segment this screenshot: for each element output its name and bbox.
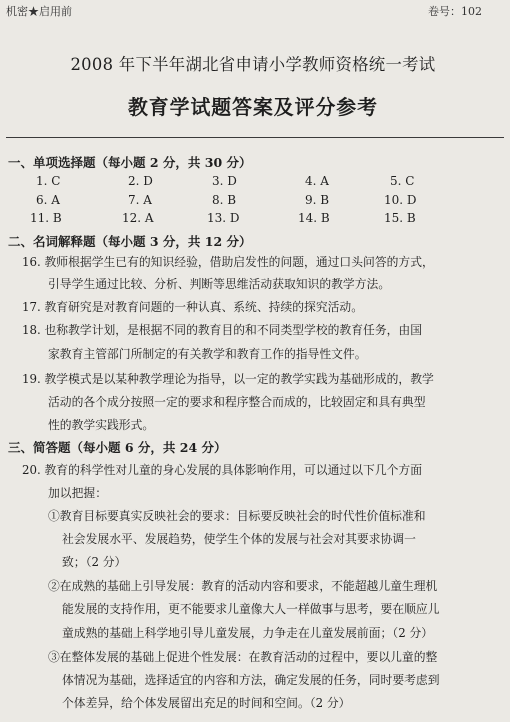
answer-line: 17. 教育研究是对教育问题的一种认真、系统、持续的探究活动。 xyxy=(22,300,364,314)
secret-label: 机密★启用前 xyxy=(6,5,72,18)
section-1-title: 一、单项选择题 xyxy=(8,155,96,170)
answer-line: 童成熟的基础上科学地引导儿童发展，力争走在儿童发展前面；（2 分） xyxy=(62,626,434,640)
section-3-heading xyxy=(8,438,227,456)
mcq-answer: 10. D xyxy=(384,193,417,207)
answer-line: 个体差异，给个体发展留出充足的时间和空间。（2 分） xyxy=(62,696,351,710)
mcq-answer: 9. B xyxy=(305,193,330,207)
mcq-answer: 11. B xyxy=(30,211,62,225)
section-1-score: （每小题 2 分，共 30 分） xyxy=(95,155,252,170)
mcq-answer: 3. D xyxy=(212,174,237,188)
answer-line: 社会发展水平、发展趋势，使学生个体的发展与社会对其要求协调一 xyxy=(62,532,416,546)
answer-line: 能发展的支持作用，更不能要求儿童像大人一样做事与思考，要在顺应儿 xyxy=(62,602,440,616)
section-2-score: （每小题 3 分，共 12 分） xyxy=(95,234,252,249)
answer-line: 体情况为基础，选择适宜的内容和方法，确定发展的任务，同时要考虑到 xyxy=(62,673,440,687)
answer-line: 16. 教师根据学生已有的知识经验，借助启发性的问题，通过口头问答的方式， xyxy=(22,255,434,269)
mcq-answer: 15. B xyxy=(384,211,416,225)
mcq-answer: 4. A xyxy=(305,174,329,188)
answer-line: ①教育目标要真实反映社会的要求：目标要反映社会的时代性价值标准和 xyxy=(48,509,426,523)
mcq-answer: 14. B xyxy=(298,211,330,225)
mcq-answer: 1. C xyxy=(36,174,61,188)
section-3-title: 三、简答题 xyxy=(8,440,71,455)
answer-line: 19. 教学模式是以某种教学理论为指导，以一定的教学实践为基础形成的，教学 xyxy=(22,372,434,386)
mcq-answer: 5. C xyxy=(390,174,415,188)
title-divider xyxy=(6,137,504,138)
page-subtitle: 教育学试题答案及评分参考 xyxy=(127,95,378,119)
section-3-score: （每小题 6 分，共 24 分） xyxy=(70,440,227,455)
section-2-heading xyxy=(8,232,252,250)
answer-line: 致；（2 分） xyxy=(62,555,127,569)
answer-line: 家教育主管部门所制定的有关教学和教育工作的指导性文件。 xyxy=(48,347,367,361)
answer-line: 引导学生通过比较、分析、判断等思维活动获取知识的教学方法。 xyxy=(48,277,391,291)
mcq-answer: 8. B xyxy=(212,193,237,207)
mcq-answer: 7. A xyxy=(128,193,152,207)
section-1-heading xyxy=(8,153,252,171)
mcq-answer: 6. A xyxy=(36,193,60,207)
answer-line: 加以把握： xyxy=(48,486,107,500)
mcq-answer: 13. D xyxy=(207,211,240,225)
answer-line: ③在整体发展的基础上促进个性发展：在教育活动的过程中，要以儿童的整 xyxy=(48,650,438,664)
answer-line: 20. 教育的科学性对儿童的身心发展的具体影响作用，可以通过以下几个方面 xyxy=(22,463,423,477)
mcq-answer: 2. D xyxy=(128,174,153,188)
section-2-title: 二、名词解释题 xyxy=(8,234,96,249)
answer-line: ②在成熟的基础上引导发展：教育的活动内容和要求，不能超越儿童生理机 xyxy=(48,579,438,593)
page-title: 2008 年下半年湖北省申请小学教师资格统一考试 xyxy=(70,55,436,74)
answer-line: 性的教学实践形式。 xyxy=(48,418,155,432)
answer-line: 18. 也称教学计划，是根据不同的教育目的和不同类型学校的教育任务，由国 xyxy=(22,323,423,337)
mcq-answer: 12. A xyxy=(122,211,154,225)
paper-number: 卷号：102 xyxy=(428,5,482,18)
answer-line: 活动的各个成分按照一定的要求和程序整合而成的，比较固定和具有典型 xyxy=(48,395,426,409)
